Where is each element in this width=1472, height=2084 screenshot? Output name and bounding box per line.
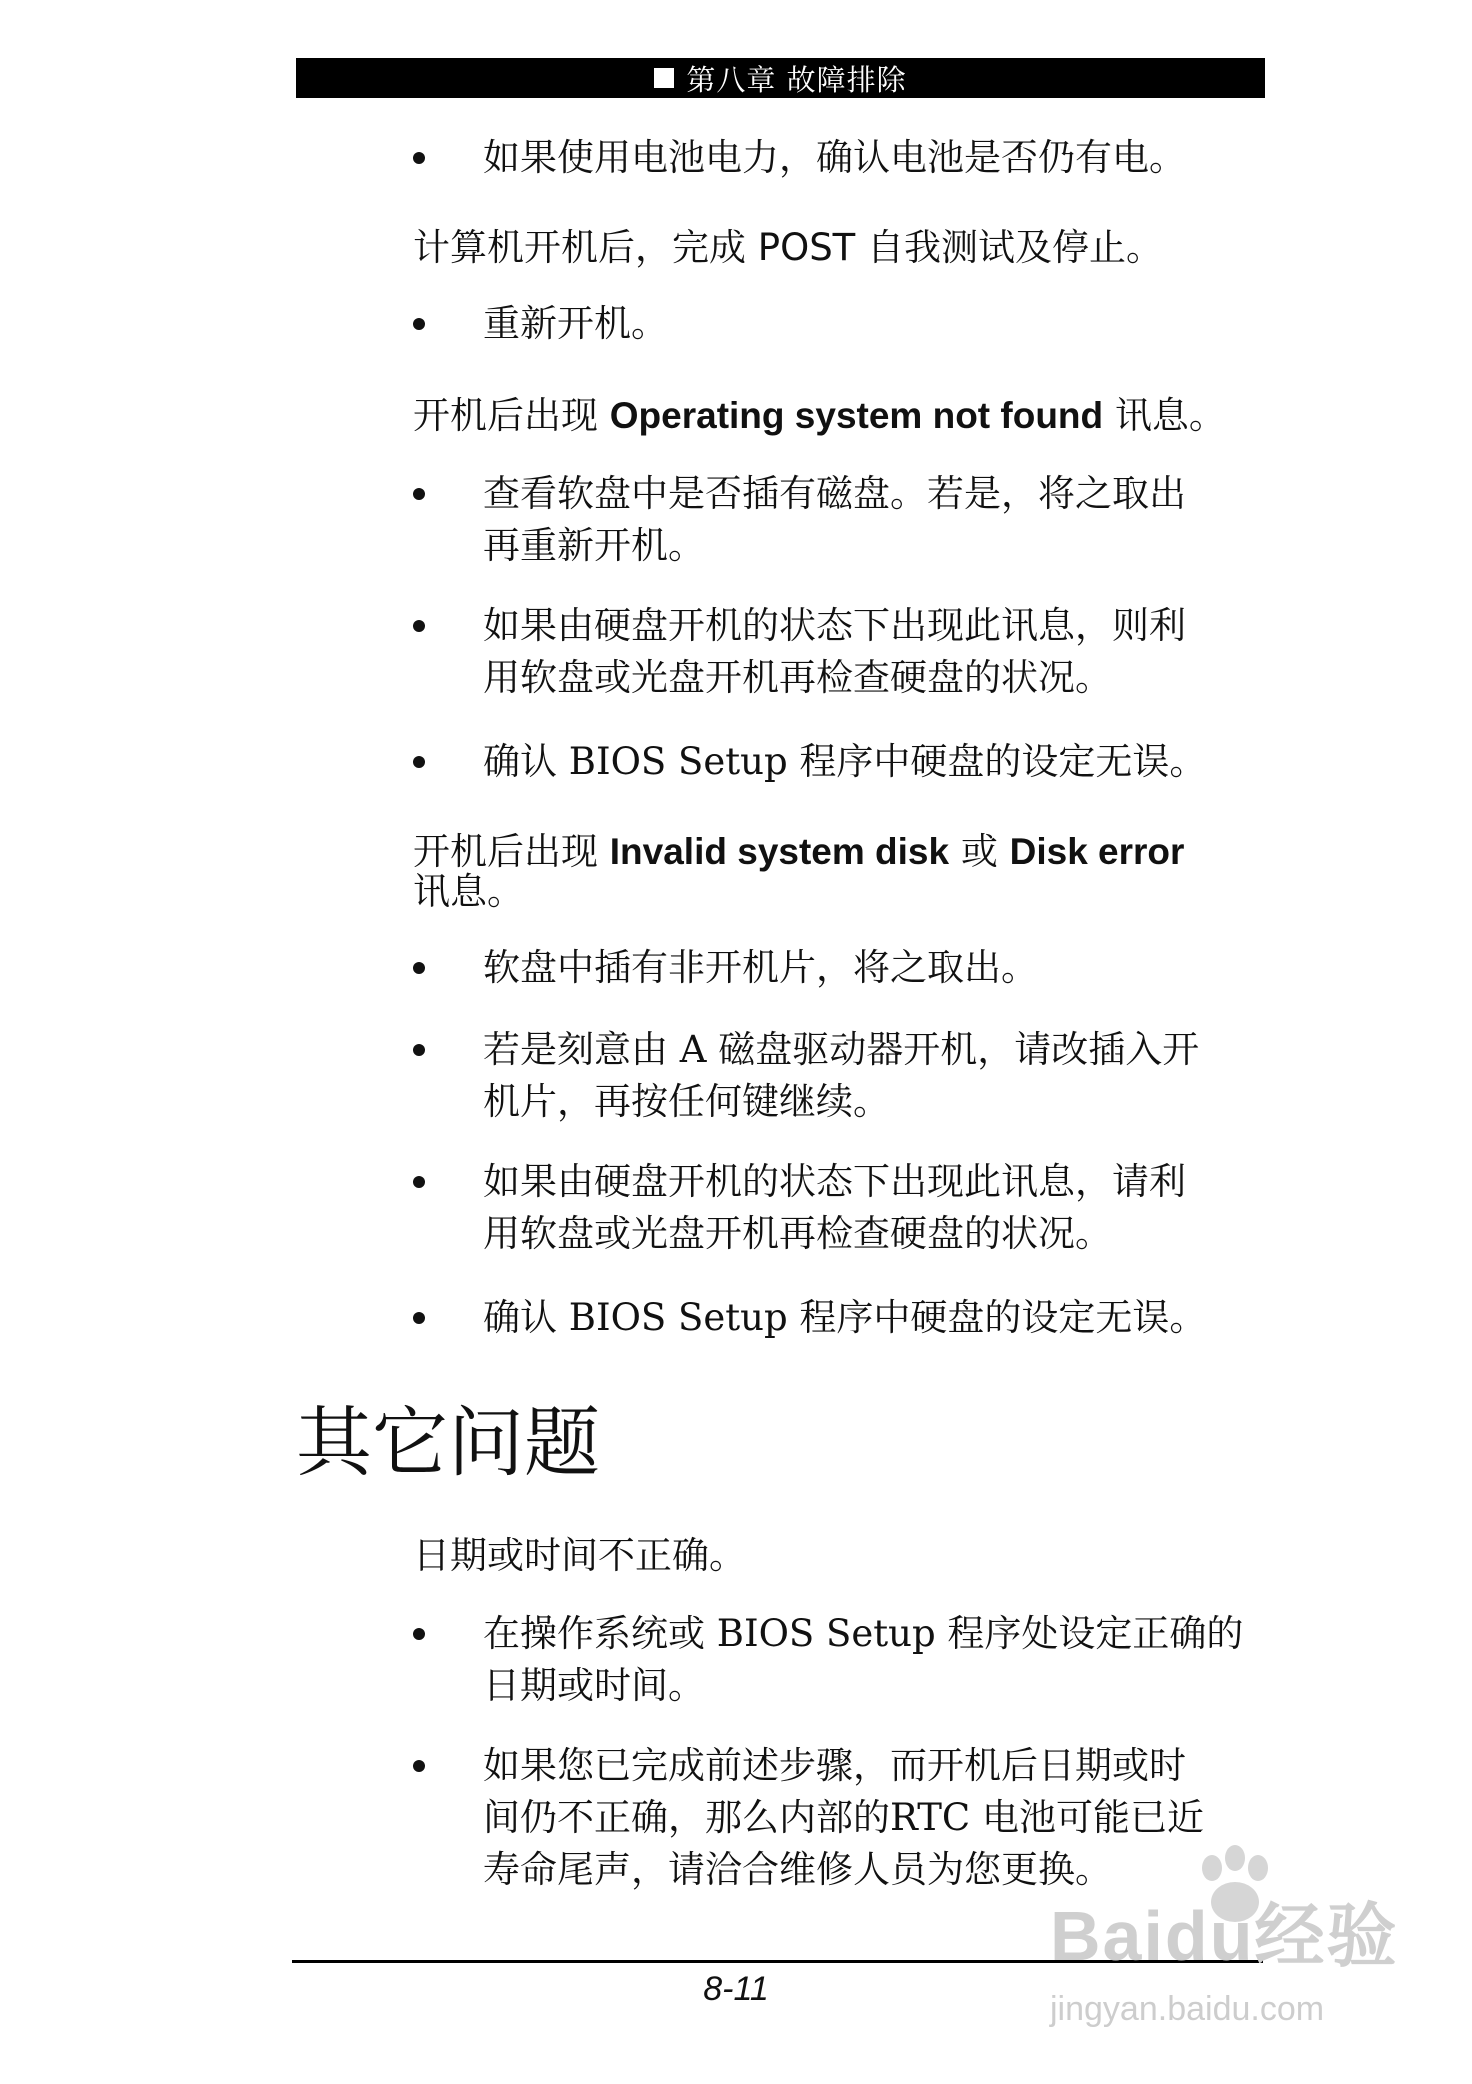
paragraph: 计算机开机后，完成 POST 自我测试及停止。 — [413, 226, 1164, 269]
line: 如果由硬盘开机的状态下出现此讯息，请利 — [483, 1160, 1186, 1203]
bold-text: Operating system not found — [609, 395, 1104, 436]
line: 日期或时间。 — [483, 1664, 705, 1707]
text: 开机后出现 — [413, 830, 610, 873]
bullet-dot-icon — [413, 1760, 425, 1772]
line: 如果您已完成前述步骤，而开机后日期或时 — [483, 1744, 1186, 1787]
bullet-dot-icon — [413, 962, 425, 974]
list-item-text — [483, 1608, 1273, 1712]
bullet-dot-icon — [413, 1044, 425, 1056]
line: 再重新开机。 — [483, 524, 705, 567]
chapter-header-bar — [296, 58, 1265, 98]
list-item-text — [483, 468, 1273, 572]
paragraph — [413, 832, 1273, 912]
text: 讯息。 — [413, 870, 524, 913]
list-item-text — [483, 1740, 1273, 1896]
watermark-url: jingyan.baidu.com — [1050, 1990, 1325, 2028]
text: 讯息。 — [1103, 394, 1226, 437]
bold-text: Disk error — [1009, 831, 1185, 872]
list-item-text — [483, 1024, 1273, 1128]
baidu-watermark — [1040, 1880, 1420, 2050]
section-title: 其它问题 — [296, 1398, 600, 1487]
bullet-dot-icon — [413, 1312, 425, 1324]
bullet-dot-icon — [413, 152, 425, 164]
list-item-text: 如果使用电池电力，确认电池是否仍有电。 — [483, 136, 1186, 179]
list-item-text: 软盘中插有非开机片，将之取出。 — [483, 946, 1038, 989]
list-item-text: 确认 BIOS Setup 程序中硬盘的设定无误。 — [483, 1296, 1207, 1339]
list-item-text — [483, 1156, 1273, 1260]
list-item-text: 确认 BIOS Setup 程序中硬盘的设定无误。 — [483, 740, 1207, 783]
text: 开机后出现 — [413, 394, 610, 437]
line: 间仍不正确，那么内部的RTC 电池可能已近 — [483, 1796, 1204, 1839]
paragraph — [413, 396, 1273, 436]
page-number: 8-11 — [703, 1970, 769, 2008]
line: 在操作系统或 BIOS Setup 程序处设定正确的 — [483, 1612, 1244, 1655]
line: 查看软盘中是否插有磁盘。若是，将之取出 — [483, 472, 1186, 515]
bullet-dot-icon — [413, 620, 425, 632]
square-bullet-icon — [654, 68, 674, 88]
line: 机片，再按任何键继续。 — [483, 1080, 890, 1123]
bullet-dot-icon — [413, 1176, 425, 1188]
line: 寿命尾声，请洽合维修人员为您更换。 — [483, 1848, 1112, 1891]
bullet-dot-icon — [413, 1628, 425, 1640]
watermark-logo: Baidu经验 — [1050, 1897, 1399, 1975]
line: 用软盘或光盘开机再检查硬盘的状况。 — [483, 1212, 1112, 1255]
line: 如果由硬盘开机的状态下出现此讯息，则利 — [483, 604, 1186, 647]
line: 用软盘或光盘开机再检查硬盘的状况。 — [483, 656, 1112, 699]
line: 若是刻意由 A 磁盘驱动器开机，请改插入开 — [483, 1028, 1200, 1071]
paragraph: 日期或时间不正确。 — [413, 1534, 746, 1577]
list-item-text: 重新开机。 — [483, 302, 668, 345]
bullet-dot-icon — [413, 318, 425, 330]
bold-text: Invalid system disk — [609, 831, 950, 872]
list-item-text — [483, 600, 1273, 704]
bullet-dot-icon — [413, 488, 425, 500]
bullet-dot-icon — [413, 756, 425, 768]
text: 或 — [949, 830, 1010, 873]
chapter-title: 第八章 故障排除 — [686, 62, 907, 97]
